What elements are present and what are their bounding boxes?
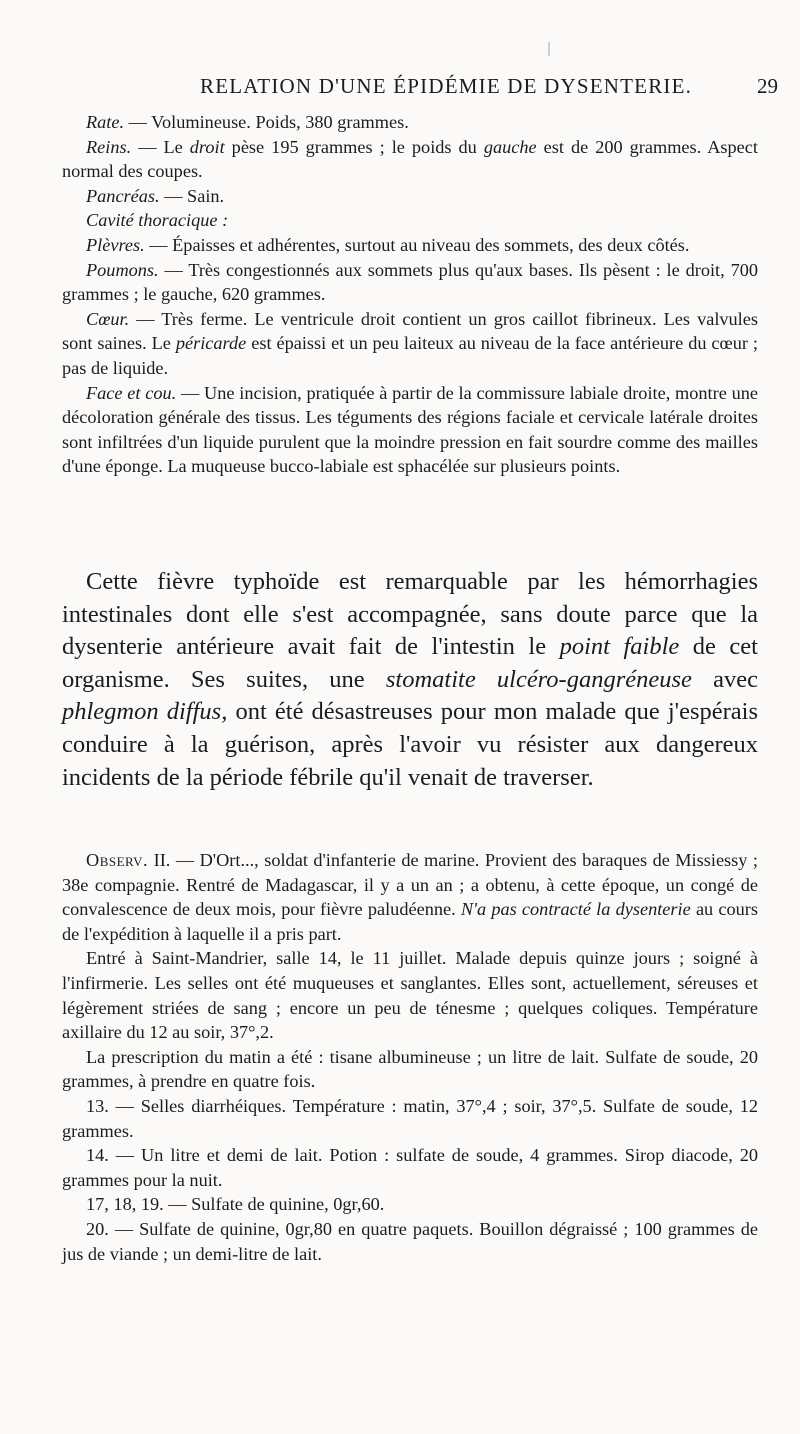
page-header (60, 62, 778, 98)
plevres-paragraph: Plèvres. — Épaisses et adhérentes, surtout au niveau des sommets, des deux côtés. (86, 234, 690, 255)
reins-paragraph: Reins. — Le droit pèse 195 grammes ; le poids du gauche est de 200 grammes. Aspect normal des coupes. (62, 136, 758, 182)
plevres-label: Plèvres. (86, 234, 145, 255)
reins-label: Reins. (86, 136, 132, 157)
pancreas-paragraph: Pancréas. — Sain. (86, 185, 225, 206)
page-number: 29 (757, 74, 778, 98)
running-title: RELATION D'UNE ÉPIDÉMIE DE DYSENTERIE. (200, 74, 693, 98)
autopsy-section (62, 110, 758, 479)
face-cou-paragraph: Face et cou. — Une incision, pratiquée à partir de la commissure labiale droite, montre une décoloration générale des tissus. Les téguments des régions faciale et cervicale latérale droites sont infiltrées d'un liquide purulent que la moindre pression en fait sourdre comme des mailles d'une éponge. La muqueuse bucco-labiale est sphacélée sur plusieurs points. (62, 382, 758, 477)
entree-paragraph: Entré à Saint-Mandrier, salle 14, le 11 juillet. Malade depuis quinze jours ; soigné à l'infirmerie. Les selles ont été muqueuses et sanglantes. Elles sont, actuellement, séreuses et légèrement striées de sang ; encore un peu de ténesme ; quelques coliques. Température axillaire du 12 au soir, 37°,2. (62, 948, 758, 1043)
face-cou-label: Face et cou. (86, 382, 177, 403)
day-20-entry: 20. — Sulfate de quinine, 0gr,80 en quatre paquets. Bouillon dégraissé ; 100 grammes de jus de viande ; un demi-litre de lait. (62, 1218, 758, 1264)
day-17-19-entry: 17, 18, 19. — Sulfate de quinine, 0gr,60. (86, 1194, 385, 1215)
coeur-label: Cœur. (86, 308, 130, 329)
poumons-label: Poumons. (86, 259, 159, 280)
observation-intro: Observ. II. — D'Ort..., soldat d'infanterie de marine. Provient des baraques de Missiessy ; 38e compagnie. Rentré de Madagascar, il y a un an ; a obtenu, à cette époque, un congé de convalescence de deux mois, pour fièvre paludéenne. N'a pas contracté la dysenterie au cours de l'expédition à laquelle il a pris part. (62, 850, 759, 944)
day-14-entry: 14. — Un litre et demi de lait. Potion : sulfate de soude, 4 grammes. Sirop diacode, 20 grammes pour la nuit. (62, 1145, 758, 1190)
scan-artifact (548, 42, 550, 56)
phlegmon-emphasis: phlegmon diffus, (62, 698, 228, 726)
pancreas-label: Pancréas. (86, 185, 160, 206)
commentary-section (62, 566, 758, 794)
cavite-thoracique-heading: Cavité thoracique : (86, 210, 229, 231)
observation-label: Observ. (86, 850, 149, 870)
day-13-entry: 13. — Selles diarrhéiques. Température : matin, 37°,4 ; soir, 37°,5. Sulfate de soude, 12 grammes. (62, 1095, 758, 1141)
poumons-paragraph: Poumons. — Très congestionnés aux sommets plus qu'aux bases. Ils pèsent : le droit, 700 grammes ; le gauche, 620 grammes. (62, 259, 758, 305)
rate-label: Rate. (86, 112, 125, 132)
observation-section (62, 848, 758, 1266)
rate-paragraph: Rate. — Volumineuse. Poids, 380 grammes. (86, 112, 409, 132)
prescription-paragraph: La prescription du matin a été : tisane albumineuse ; un litre de lait. Sulfate de soude, 20 grammes, à prendre en quatre fois. (62, 1046, 758, 1092)
commentary-paragraph: Cette fièvre typhoïde est remarquable par les hémorrhagies intestinales dont elle s'est accompagnée, sans doute parce que la dysenterie antérieure avait fait de l'intestin le point faible de cet organisme. Ses suites, une stomatite ulcéro-gangréneuse avec phlegmon diffus, ont été désastreuses pour mon malade que j'espérais conduire à la guérison, après l'avoir vu résister aux dangereux incidents de la période fébrile qu'il venait de traverser. (62, 568, 758, 791)
stomatite-emphasis: stomatite ulcéro-gangréneuse (385, 665, 692, 693)
point-faible-emphasis: point faible (559, 633, 680, 661)
coeur-paragraph: Cœur. — Très ferme. Le ventricule droit contient un gros caillot fibrineux. Les valvules sont saines. Le péricarde est épaissi et un peu laiteux au niveau de la face antérieure du cœur ; pas de liquide. (62, 308, 759, 378)
